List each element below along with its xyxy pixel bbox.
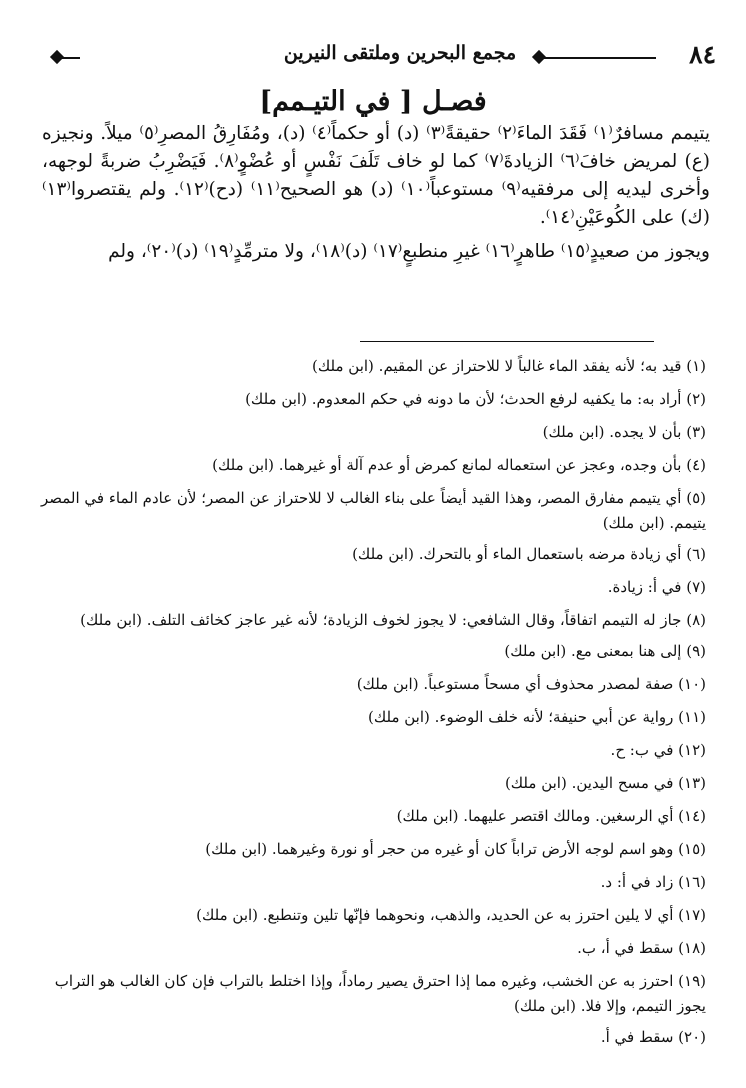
footnote: (٩) إلى هنا بمعنى مع. (ابن ملك)	[504, 642, 706, 660]
page-number: ٨٤	[689, 40, 716, 69]
footnote: (١٨) سقط في أ، ب.	[577, 939, 706, 957]
footnote: (٦) أي زيادة مرضه باستعمال الماء أو بالتحرك. (ابن ملك)	[352, 545, 706, 563]
footnote: (١٥) وهو اسم لوجه الأرض تراباً كان أو غيره من حجر أو نورة وغيرهما. (ابن ملك)	[205, 840, 706, 858]
footnote: (٢) أراد به: ما يكفيه لرفع الحدث؛ لأن ما دونه في حكم المعدوم. (ابن ملك)	[245, 390, 706, 408]
footnote: (١١) رواية عن أبي حنيفة؛ لأنه خلف الوضوء. (ابن ملك)	[368, 708, 706, 726]
footnote: (١٠) صفة لمصدر محذوف أي مسحاً مستوعباً. (ابن ملك)	[356, 675, 706, 693]
section-title: فصـل [ في التيـمم]	[259, 86, 487, 117]
footnote: (٧) في أ: زيادة.	[607, 578, 706, 596]
header-rule	[538, 57, 656, 59]
footnote: (١) قيد به؛ لأنه يفقد الماء غالباً لا للاحتراز عن المقيم. (ابن ملك)	[312, 357, 706, 375]
footnote: (١٦) زاد في أ: د.	[600, 873, 706, 891]
footnote: (٢٠) سقط في أ.	[600, 1028, 706, 1046]
footnote: (٨) جاز له التيمم اتفاقاً، وقال الشافعي: لا يجوز لخوف الزيادة؛ لأنه غير عاجز كخائف التلف. (ابن ملك)	[80, 611, 706, 629]
footnote-separator	[360, 341, 654, 342]
footnote: (٣) بأن لا يجده. (ابن ملك)	[542, 423, 706, 441]
footnote: (٥) أي يتيمم مفارق المصر، وهذا القيد أيضاً على بناء الغالب لا للاحتراز عن المصر؛ لأن عادم الماء في المصر يتيمم. (ابن ملك)	[40, 489, 706, 532]
main-paragraph: ويجوز من صعيدٍ⁽١٥⁾ طاهرٍ⁽١٦⁾ غيرِ منطبعٍ⁽١٧⁾ (د)⁽١٨⁾، ولا مترمِّدٍ⁽١٩⁾ (د)⁽٢٠⁾، ولم	[108, 241, 710, 262]
main-text	[42, 120, 710, 266]
footnote: (١٣) في مسح اليدين. (ابن ملك)	[504, 774, 706, 792]
footnote: (١٧) أي لا يلين احترز به عن الحديد، والذهب، ونحوهما فإنّها تلين وتنطبع. (ابن ملك)	[196, 906, 706, 924]
footnotes	[40, 354, 706, 1058]
footnote: (١٢) في ب: ح.	[610, 741, 706, 759]
footnote: (١٩) احترز به عن الخشب، وغيره مما إذا احترق يصير رماداً، وإذا اختلط بالتراب فإن كان الغالب هو التراب يجوز التيمم، وإلا فلا. (ابن ملك)	[54, 972, 706, 1015]
footnote: (٤) بأن وجده، وعجز عن استعماله لمانع كمرض أو عدم آلة أو غيرهما. (ابن ملك)	[212, 456, 706, 474]
footnote: (١٤) أي الرسغين. ومالك اقتصر عليهما. (ابن ملك)	[396, 807, 706, 825]
diamond-ornament-icon	[50, 50, 64, 64]
running-header	[28, 38, 716, 80]
main-paragraph: يتيمم مسافرٌ⁽١⁾ فَقَدَ الماءَ⁽٢⁾ حقيقةً⁽٣⁾ (د) أو حكماً⁽٤⁾ (د)، ومُفَارِقُ المصرِ⁽٥⁾ ميلاً. ونجيزه (ع) لمريض خافَ⁽٦⁾ الزيادةَ⁽٧⁾ كما لو خاف تَلَفَ نَفْسٍ أو عُضْوٍ⁽٨⁾. فَيَضْرِبُ ضربةً لوجهه، وأخرى ليديه إلى مرفقيه⁽٩⁾ مستوعباً⁽١٠⁾ (د) هو الصحيح⁽١١⁾ (دح)⁽١٢⁾. ولم يقتصروا⁽١٣⁾ (ك) على الكُوعَيْنِ⁽١٤⁾.	[42, 123, 710, 228]
running-title: مجمع البحرين وملتقى النيرين	[283, 42, 517, 64]
